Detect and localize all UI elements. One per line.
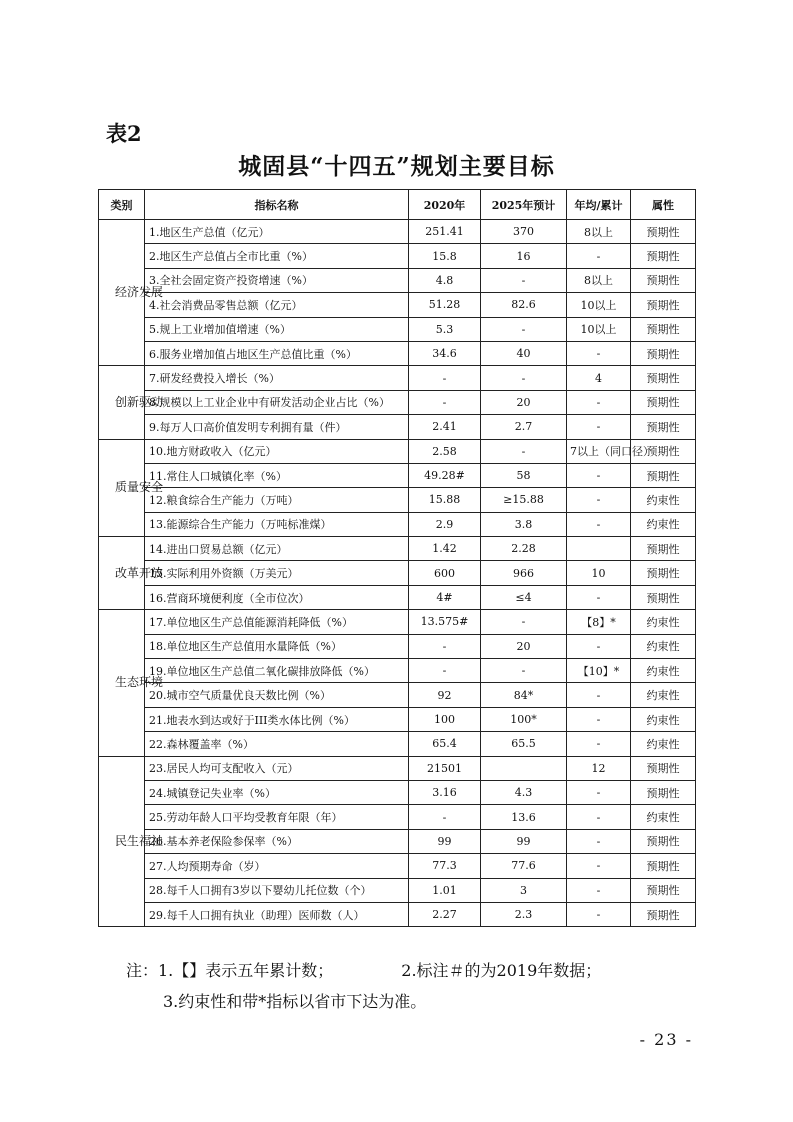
indicator-name: 10.地方财政收入（亿元） (145, 439, 409, 463)
table-row (99, 707, 696, 731)
value-2025: 77.6 (481, 854, 567, 878)
indicator-name: 27.人均预期寿命（岁） (145, 854, 409, 878)
attribute-cell: 预期性 (631, 537, 696, 561)
attribute-cell: 约束性 (631, 488, 696, 512)
table-row (99, 659, 696, 683)
indicator-name: 7.研发经费投入增长（%） (145, 366, 409, 390)
value-annual: - (567, 488, 631, 512)
attribute-cell: 约束性 (631, 659, 696, 683)
table-row (99, 293, 696, 317)
table-row (99, 244, 696, 268)
category-cell (99, 439, 164, 537)
attribute-cell: 约束性 (631, 732, 696, 756)
note-3: 3.约束性和带*指标以省市下达为准。 (163, 992, 427, 1011)
table-row (99, 634, 696, 658)
value-2020: 99 (409, 829, 481, 853)
attribute-cell: 预期性 (631, 561, 696, 585)
value-2025: ≥15.88 (481, 488, 567, 512)
indicator-name: 12.粮食综合生产能力（万吨） (145, 488, 409, 512)
value-annual: - (567, 512, 631, 536)
value-2025: 20 (481, 390, 567, 414)
value-2025: 58 (481, 463, 567, 487)
indicator-name: 5.规上工业增加值增速（%） (145, 317, 409, 341)
value-annual: - (567, 732, 631, 756)
table-row (99, 512, 696, 536)
value-annual: - (567, 341, 631, 365)
indicator-name: 6.服务业增加值占地区生产总值比重（%） (145, 341, 409, 365)
value-annual: - (567, 244, 631, 268)
value-2020: 2.9 (409, 512, 481, 536)
attribute-cell: 预期性 (631, 439, 696, 463)
header-attr: 属性 (631, 190, 696, 220)
table-row (99, 585, 696, 609)
value-annual (567, 537, 631, 561)
value-annual: 4 (567, 366, 631, 390)
indicator-name: 14.进出口贸易总额（亿元） (145, 537, 409, 561)
category-label: 经济发展 (115, 285, 164, 300)
attribute-cell: 约束性 (631, 683, 696, 707)
value-2025: 966 (481, 561, 567, 585)
value-annual: 10以上 (567, 317, 631, 341)
value-2025: 4.3 (481, 780, 567, 804)
value-2020: 2.27 (409, 902, 481, 926)
category-cell (99, 220, 164, 366)
value-annual: - (567, 463, 631, 487)
indicator-name: 13.能源综合生产能力（万吨标准煤） (145, 512, 409, 536)
indicator-name: 8.规模以上工业企业中有研发活动企业占比（%） (145, 390, 409, 414)
table-row (99, 756, 696, 780)
indicator-name: 25.劳动年龄人口平均受教育年限（年） (145, 805, 409, 829)
category-label: 生态环境 (115, 675, 164, 690)
indicator-name: 19.单位地区生产总值二氧化碳排放降低（%） (145, 659, 409, 683)
attribute-cell: 预期性 (631, 902, 696, 926)
category-cell (99, 537, 164, 610)
indicator-name: 16.营商环境便利度（全市位次） (145, 585, 409, 609)
value-2025: 82.6 (481, 293, 567, 317)
indicator-name: 28.每千人口拥有3岁以下婴幼儿托位数（个） (145, 878, 409, 902)
attribute-cell: 预期性 (631, 463, 696, 487)
value-2025: ≤4 (481, 585, 567, 609)
table-row (99, 439, 696, 463)
value-2020: 3.16 (409, 780, 481, 804)
value-2025: 13.6 (481, 805, 567, 829)
value-2020: 100 (409, 707, 481, 731)
value-2025: 40 (481, 341, 567, 365)
attribute-cell: 约束性 (631, 707, 696, 731)
table-row (99, 341, 696, 365)
attribute-cell: 预期性 (631, 780, 696, 804)
category-label: 质量安全 (115, 480, 164, 495)
value-annual: 7以上（同口径） (567, 439, 631, 463)
value-annual: - (567, 902, 631, 926)
value-annual: 8以上 (567, 268, 631, 292)
value-annual: 12 (567, 756, 631, 780)
value-2020: 5.3 (409, 317, 481, 341)
attribute-cell: 约束性 (631, 512, 696, 536)
indicator-name: 2.地区生产总值占全市比重（%） (145, 244, 409, 268)
attribute-cell: 预期性 (631, 220, 696, 244)
header-category: 类别 (99, 190, 145, 220)
note-2: 2.标注＃的为2019年数据； (401, 961, 602, 980)
value-2025: - (481, 366, 567, 390)
table-row (99, 683, 696, 707)
attribute-cell: 预期性 (631, 390, 696, 414)
indicator-name: 29.每千人口拥有执业（助理）医师数（人） (145, 902, 409, 926)
attribute-cell: 预期性 (631, 293, 696, 317)
value-2025: 84* (481, 683, 567, 707)
table-row (99, 220, 696, 244)
table-row (99, 610, 696, 634)
targets-table (98, 189, 696, 927)
indicator-name: 9.每万人口高价值发明专利拥有量（件） (145, 415, 409, 439)
value-annual: - (567, 585, 631, 609)
value-annual: - (567, 634, 631, 658)
header-annual: 年均/累计 (567, 190, 631, 220)
table-row (99, 902, 696, 926)
value-2025: 99 (481, 829, 567, 853)
value-2020: 4# (409, 585, 481, 609)
value-2025: 2.28 (481, 537, 567, 561)
table-row (99, 390, 696, 414)
indicator-name: 23.居民人均可支配收入（元） (145, 756, 409, 780)
table-row (99, 829, 696, 853)
indicator-name: 21.地表水到达或好于III类水体比例（%） (145, 707, 409, 731)
table-body (99, 220, 696, 927)
value-2025: 2.7 (481, 415, 567, 439)
value-annual: - (567, 829, 631, 853)
attribute-cell: 预期性 (631, 854, 696, 878)
indicator-name: 20.城市空气质量优良天数比例（%） (145, 683, 409, 707)
page-title: 城固县“十四五”规划主要目标 (238, 153, 555, 180)
value-annual: 10以上 (567, 293, 631, 317)
category-label: 民生福祉 (115, 833, 164, 848)
attribute-cell: 约束性 (631, 805, 696, 829)
value-2025: 370 (481, 220, 567, 244)
value-2020: 92 (409, 683, 481, 707)
category-cell (99, 756, 164, 927)
value-2020: 2.41 (409, 415, 481, 439)
value-2025: 3.8 (481, 512, 567, 536)
value-2025: - (481, 659, 567, 683)
attribute-cell: 预期性 (631, 317, 696, 341)
table-row (99, 317, 696, 341)
attribute-cell: 预期性 (631, 585, 696, 609)
attribute-cell: 预期性 (631, 268, 696, 292)
value-2020: - (409, 659, 481, 683)
table-row (99, 854, 696, 878)
table-row (99, 537, 696, 561)
value-annual: - (567, 854, 631, 878)
attribute-cell: 预期性 (631, 756, 696, 780)
value-2020: 251.41 (409, 220, 481, 244)
value-2020: 13.575# (409, 610, 481, 634)
category-cell (99, 610, 164, 756)
value-2020: 49.28# (409, 463, 481, 487)
indicator-name: 4.社会消费品零售总额（亿元） (145, 293, 409, 317)
value-2020: - (409, 634, 481, 658)
indicator-name: 24.城镇登记失业率（%） (145, 780, 409, 804)
value-2025: - (481, 317, 567, 341)
table-row (99, 366, 696, 390)
value-2025: 20 (481, 634, 567, 658)
value-annual: - (567, 390, 631, 414)
value-annual: 8以上 (567, 220, 631, 244)
indicator-name: 3.全社会固定资产投资增速（%） (145, 268, 409, 292)
table-label: 表2 (106, 121, 142, 146)
value-2020: 4.8 (409, 268, 481, 292)
table-row (99, 268, 696, 292)
attribute-cell: 预期性 (631, 415, 696, 439)
header-2025: 2025年预计 (481, 190, 567, 220)
attribute-cell: 约束性 (631, 634, 696, 658)
value-annual: - (567, 805, 631, 829)
table-row (99, 488, 696, 512)
value-annual: 【8】* (567, 610, 631, 634)
attribute-cell: 预期性 (631, 366, 696, 390)
table-row (99, 415, 696, 439)
value-2020: 15.88 (409, 488, 481, 512)
value-2025: - (481, 439, 567, 463)
attribute-cell: 约束性 (631, 610, 696, 634)
table-row (99, 805, 696, 829)
value-annual: - (567, 878, 631, 902)
attribute-cell: 预期性 (631, 878, 696, 902)
attribute-cell: 预期性 (631, 829, 696, 853)
category-label: 创新驱动 (115, 394, 164, 409)
value-annual: - (567, 780, 631, 804)
value-2020: 77.3 (409, 854, 481, 878)
table-row (99, 878, 696, 902)
indicator-name: 11.常住人口城镇化率（%） (145, 463, 409, 487)
value-2025: 100* (481, 707, 567, 731)
table-row (99, 732, 696, 756)
indicator-name: 15.实际利用外资额（万美元） (145, 561, 409, 585)
value-2020: 15.8 (409, 244, 481, 268)
table-row (99, 780, 696, 804)
value-2020: 65.4 (409, 732, 481, 756)
attribute-cell: 预期性 (631, 244, 696, 268)
value-annual: 10 (567, 561, 631, 585)
value-2020: - (409, 366, 481, 390)
note-1: 注：1.【】表示五年累计数； (126, 961, 334, 980)
table-row (99, 463, 696, 487)
category-label: 改革开放 (115, 565, 164, 580)
indicator-name: 17.单位地区生产总值能源消耗降低（%） (145, 610, 409, 634)
value-2020: - (409, 805, 481, 829)
value-2025: - (481, 610, 567, 634)
attribute-cell: 预期性 (631, 341, 696, 365)
value-2020: 51.28 (409, 293, 481, 317)
table-row (99, 561, 696, 585)
value-annual: - (567, 707, 631, 731)
page-number: - 23 - (639, 1030, 693, 1049)
indicator-name: 18.单位地区生产总值用水量降低（%） (145, 634, 409, 658)
value-2025: 2.3 (481, 902, 567, 926)
indicator-name: 22.森林覆盖率（%） (145, 732, 409, 756)
indicator-name: 1.地区生产总值（亿元） (145, 220, 409, 244)
value-annual: - (567, 415, 631, 439)
value-2020: 2.58 (409, 439, 481, 463)
value-annual: - (567, 683, 631, 707)
value-2020: - (409, 390, 481, 414)
value-2025: - (481, 268, 567, 292)
value-2025: 65.5 (481, 732, 567, 756)
indicator-name: 26.基本养老保险参保率（%） (145, 829, 409, 853)
header-2020: 2020年 (409, 190, 481, 220)
table-header-row (99, 190, 696, 220)
value-2020: 600 (409, 561, 481, 585)
value-2025: 3 (481, 878, 567, 902)
value-2025: 16 (481, 244, 567, 268)
value-2020: 1.42 (409, 537, 481, 561)
value-2020: 21501 (409, 756, 481, 780)
value-2020: 34.6 (409, 341, 481, 365)
notes (126, 955, 601, 1017)
category-cell (99, 366, 164, 439)
header-name: 指标名称 (145, 190, 409, 220)
value-2025 (481, 756, 567, 780)
value-annual: 【10】* (567, 659, 631, 683)
value-2020: 1.01 (409, 878, 481, 902)
